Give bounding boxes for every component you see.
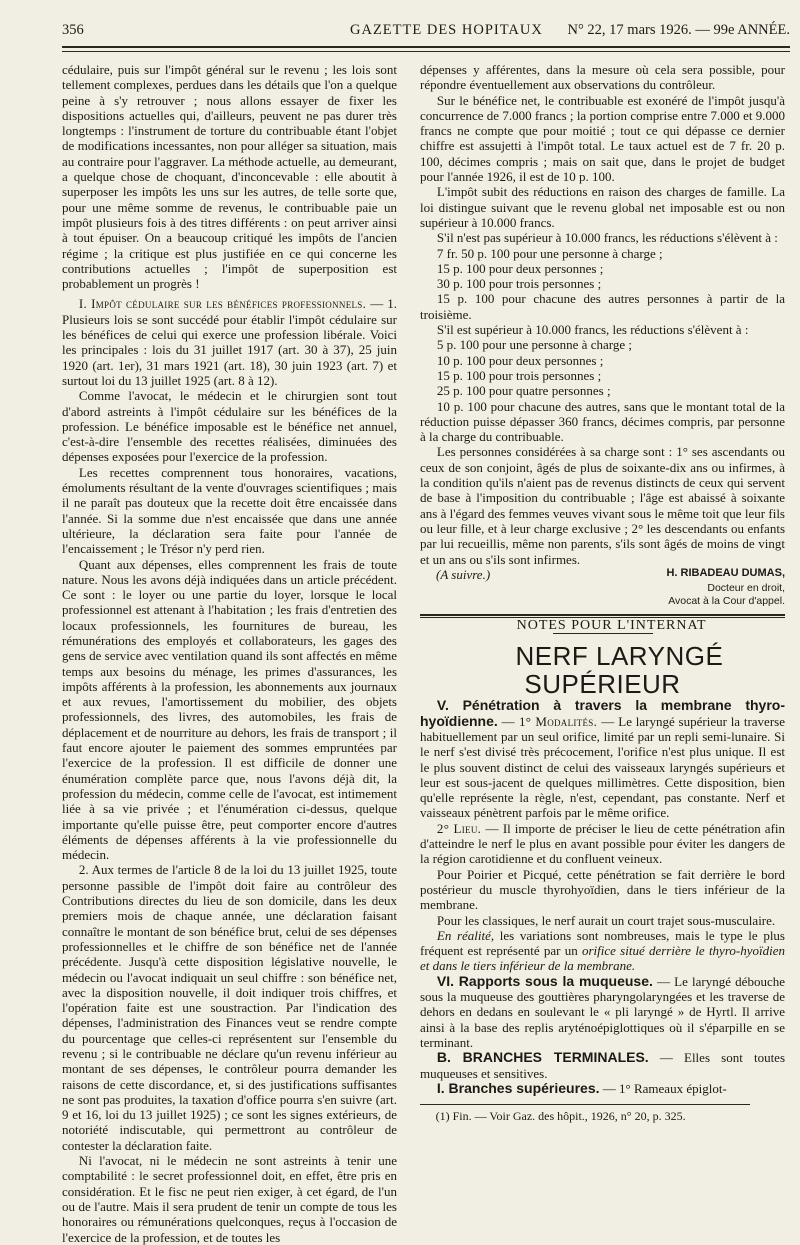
list-item: 25 p. 100 pour quatre personnes ; (436, 383, 611, 399)
journal-title: GAZETTE DES HOPITAUX (350, 22, 543, 38)
header-rule (62, 46, 790, 48)
paragraph (420, 821, 785, 867)
subheading: B. BRANCHES TERMINALES. (436, 1049, 649, 1066)
section-title: NOTES POUR L'INTERNAT (516, 618, 707, 634)
short-rule (553, 633, 653, 634)
paragraph-text: Le laryngé supérieur la traverse habituellement par un seul orifice, limité par un repli semi-lunaire. Si le nerf s'est divisé très précocement, l'orifice n'est plus unique. Il est le plus souvent distinct de celui des vaisseaux laryngés supérieurs et leur est sous-jacent de quelques millimètres. Cette disposition, bien qu'elle représente la règle, n'est, cependant, pas constante. Nerf et vaisseaux pénètrent parfois par le même orifice. (420, 713, 785, 821)
paragraph (420, 1081, 785, 1096)
list-item: 15 p. 100 pour trois personnes ; (436, 367, 602, 383)
paragraph (62, 296, 397, 388)
paragraph: Sur le bénéfice net, le contribuable est exonéré de l'impôt jusqu'à concurrence de 7.000 francs ; la portion comprise entre 7.000 et 9.000 francs ne compte que pour moitié ; tout ce qui dépasse ce dernier chiffre est assujetti à l'impôt total. Le taux actuel est de 7 fr. 20 p. 100, décimes compris ; mais on sait que, dans le projet de budget pour l'année 1926, il est de 10 p. 100. (420, 92, 785, 185)
article-title: NERF LARYNGÉ SUPÉRIEUR (515, 641, 724, 700)
paragraph-text: — Le laryngé débouche sous la muqueuse des gouttières pharyngolaryngées et les traverse de dehors en dedans en soulevant le « pli laryngé » de Hyrtl. Il arrive ainsi à la base des replis aryténoépiglottiques où il s'éparpille en se terminant. (420, 973, 785, 1050)
paragraph (420, 928, 785, 974)
subheading-label: — 1° Modalités. — (501, 713, 615, 729)
section-rule (420, 614, 785, 616)
emphasis: En réalité, (436, 927, 495, 943)
paragraph-text: les variations sont nombreuses, mais le type le plus fréquent est représenté par un (420, 927, 785, 959)
list-item: 15 p. 100 pour deux personnes ; (436, 260, 604, 276)
paragraph-text: — Elles sont toutes muqueuses et sensitives. (420, 1050, 786, 1081)
section-heading: I. Impôt cédulaire sur les bénéfices professionnels. — (78, 296, 384, 312)
footnote: (1) Fin. — Voir Gaz. des hôpit., 1926, n° 20, p. 325. (435, 1109, 686, 1124)
paragraph: Pour les classiques, le nerf aurait un court trajet sous-musculaire. (436, 912, 776, 928)
footnote-rule (420, 1104, 750, 1105)
page-number: 356 (62, 22, 84, 38)
list-item: 10 p. 100 pour chacune des autres, sans que le montant total de la réduction puisse dépasser 360 francs, décimes compris, par personne à la charge du contribuable. (420, 398, 785, 445)
paragraph (420, 974, 785, 1050)
paragraph-text: Il importe de préciser le lieu de cette pénétration afin d'atteindre le nerf le plus en avant possible pour éviter les dangers de la région carotidienne et du confluent veineux. (420, 820, 786, 867)
page-header (62, 22, 790, 44)
paragraph: Pour Poirier et Picqué, cette pénétration se fait derrière le bord postérieur du muscle thyrohyoïdien, dans le tiers inférieur de la membrane. (420, 866, 785, 913)
to-follow: (A suivre.) (436, 566, 491, 582)
paragraph: S'il n'est pas supérieur à 10.000 francs, les réductions s'élèvent à : (436, 230, 778, 246)
paragraph: Les recettes comprennent tous honoraires, vacations, émoluments résultant de la vente d'ouvrages scientifiques ; mais il ne paraît pas douteux que la recette doit être encaissée dans l'année. Si la somme due n'est encaissée que dans une année ultérieure, la déclaration sera faite pour l'année de l'encaissement ; le Trésor n'y perd rien. (62, 464, 397, 557)
issue-date: N° 22, 17 mars 1926. — 99e ANNÉE. (567, 22, 790, 38)
paragraph-text: 1. Plusieurs lois se sont succédé pour établir l'impôt cédulaire sur les bénéfices de celui qui exerce une profession libérale. Voici les principales : lois du 31 juillet 1917 (art. 30 à 37), 25 juin 1920 (art. 1er), 31 mars 1921 (art. 18), 30 juin 1923 (art. 7) et surtout loi du 13 juillet 1925 (art. 8 à 12). (62, 296, 398, 388)
paragraph: 2. Aux termes de l'article 8 de la loi du 13 juillet 1925, toute personne passible de l'impôt doit faire au contrôleur des Contributions directes du lieu de son domicile, dans les deux premiers mois de chaque année, une déclaration faisant connaître le montant de son bénéfice brut, celui de ses dépenses professionnelles et le chiffre de son bénéfice net de l'année précédente. Jusqu'à cette disposition législative nouvelle, le médecin ou l'avocat indiquait un seul chiffre : son bénéfice net, avec la disposition nouvelle, il doit indiquer trois chiffres, et l'opération faite est une soustraction. Par l'indication des dépenses, l'administration des Finances veut se rendre compte du pourcentage que celles-ci représentent sur l'ensemble du revenu ; si le contribuable ne déclare qu'un revenu inférieur au montant de ses dépenses, le contrôleur pourra demander les raisons de cette discordance, et, si des justifications suffisantes ne sont pas produites, la taxation d'office pourra s'en suivre (art. 9 et 16, loi du 13 juillet 1925) ; ce sont les signes extérieurs, de notoriété indiscutable, qui permettront au contrôleur de contester la déclaration faite. (62, 862, 397, 1153)
paragraph: Comme l'avocat, le médecin et le chirurgien sont tout d'abord astreints à l'impôt cédulaire sur les bénéfices de la profession. Le bénéfice imposable est le bénéfice net annuel, c'est-à-dire l'ensemble des recettes réalisées, diminuées des dépenses exposées pour l'exercice de la profession. (62, 388, 397, 465)
subheading: V. Pénétration à travers la membrane thyro-hyoïdienne. (420, 697, 785, 729)
paragraph-text: — 1° Rameaux épiglot- (602, 1080, 727, 1096)
list-item: 30 p. 100 pour trois personnes ; (436, 276, 602, 292)
list-item: 10 p. 100 pour deux personnes ; (436, 352, 604, 368)
subheading: I. Branches supérieures. (436, 1079, 600, 1096)
paragraph: cédulaire, puis sur l'impôt général sur le revenu ; les lois sont tellement complexes, perdues dans les détails que l'on a quelque peine à s'y retrouver ; nous allons essayer de fixer les dispositions actuelles qui, d'ailleurs, peuvent ne pas durer très longtemps : l'instrument de torture du contribuable étant l'objet de modifications incessantes, non pour alléger sa situation, mais au contraire pour l'aggraver. La méthode actuelle, au demeurant, a quelque chose de choquant, d'inconcevable : elle aboutit à superposer les impôts les uns sur les autres, de telle sorte que, pour une même somme de revenus, le contribuable paie un impôt plusieurs fois à des titres différents : on peut arriver ainsi à tout épuiser. On a beaucoup critiqué les impôts de l'ancien régime ; la critique est plus justifiée en ce qui concerne les contributions actuelles ; l'impôt de superposition est probablement un progrès ! (62, 62, 397, 292)
paragraph: Quant aux dépenses, elles comprennent les frais de toute nature. Nous les avons déjà indiquées dans un article précédent. Ce sont : le loyer ou une partie du loyer, lorsque le local professionnel est attenant à l'habitation ; les frais d'entretien des locaux professionnels, les fournitures de bureau, les rémunérations des employés et collaborateurs, les gages des gens de service avec ventilation quand ils sont affectés en même temps aux besoins du ménage, les primes d'assurances, les impôts afférents à la profession, les abonnements aux journaux et aux revues, l'amortissement du mobilier, des objets professionnels, des livres, des automobiles, les frais de déplacement et de nourriture au dehors, les frais de transport ; il faut encore ajouter le paiement des sommes empruntées par l'exercice de la profession. Il est difficile de donner une énumération complète parce que, nous l'avons déjà dit, la profession du médecin, comme celle de l'avocat, est intimement liée à sa vie privée ; et l'énumération ci-dessus, quelque importante qu'elle puisse être, peut comporter encore d'autres éléments de dépenses afférents à la vie professionnelle du médecin. (62, 556, 397, 863)
paragraph: S'il est supérieur à 10.000 francs, les réductions s'élèvent à : (436, 322, 749, 338)
paragraph: Ni l'avocat, ni le médecin ne sont astreints à tenir une comptabilité : le secret professionnel doit, en effet, être pris en considération. Et le fisc ne peut rien exiger, à cet égard, de l'un ou de l'autre. Mais il sera prudent de tenir un compte de tous les honoraires ou rémunérations quelconques, reçus à l'occasion de l'exercice de la profession, et de toutes les (62, 1153, 397, 1245)
signature-block (420, 567, 785, 582)
paragraph: dépenses y afférentes, dans la mesure où cela sera possible, pour répondre éventuellement aux observations du contrôleur. (420, 62, 785, 93)
list-item: 5 p. 100 pour une personne à charge ; (436, 337, 632, 353)
emphasis: orifice situé derrière le thyro-hyoïdien et dans le tiers inférieur de la membrane. (420, 943, 785, 974)
right-column (420, 62, 785, 1124)
list-item: 7 fr. 50 p. 100 pour une personne à charge ; (436, 245, 663, 261)
subheading-label: 2° Lieu. — (436, 820, 499, 836)
paragraph (420, 698, 785, 820)
left-column (62, 62, 397, 1245)
author-name: H. RIBADEAU DUMAS, (666, 566, 785, 579)
author-title: Docteur en droit, (707, 582, 785, 595)
subheading: VI. Rapports sous la muqueuse. (436, 972, 653, 989)
paragraph: Les personnes considérées à sa charge sont : 1° ses ascendants ou ceux de son conjoint, âgés de plus de soixante-dix ans ou infirmes, à la condition qu'ils n'aient pas de revenus distincts de ceux qui servent de base à l'imposition du contribuable ; l'âge est abaissé à soixante ans à l'égard des femmes veuves vivant sous le même toit que leur fils ou leur fille, et à leur charge exclusive ; 2° les descendants ou enfants par lui recueillis, même non parents, s'ils sont âgés de moins de vingt et un ans ou s'ils sont infirmes. (420, 444, 785, 567)
header-rule-thin (62, 51, 790, 52)
list-item: 15 p. 100 pour chacune des autres personnes à partir de la troisième. (420, 291, 785, 322)
paragraph (420, 1050, 785, 1081)
author-title: Avocat à la Cour d'appel. (668, 595, 785, 608)
paragraph: L'impôt subit des réductions en raison des charges de famille. La loi distingue suivant que le revenu global net imposable est ou non supérieur à 10.000 francs. (420, 184, 785, 230)
